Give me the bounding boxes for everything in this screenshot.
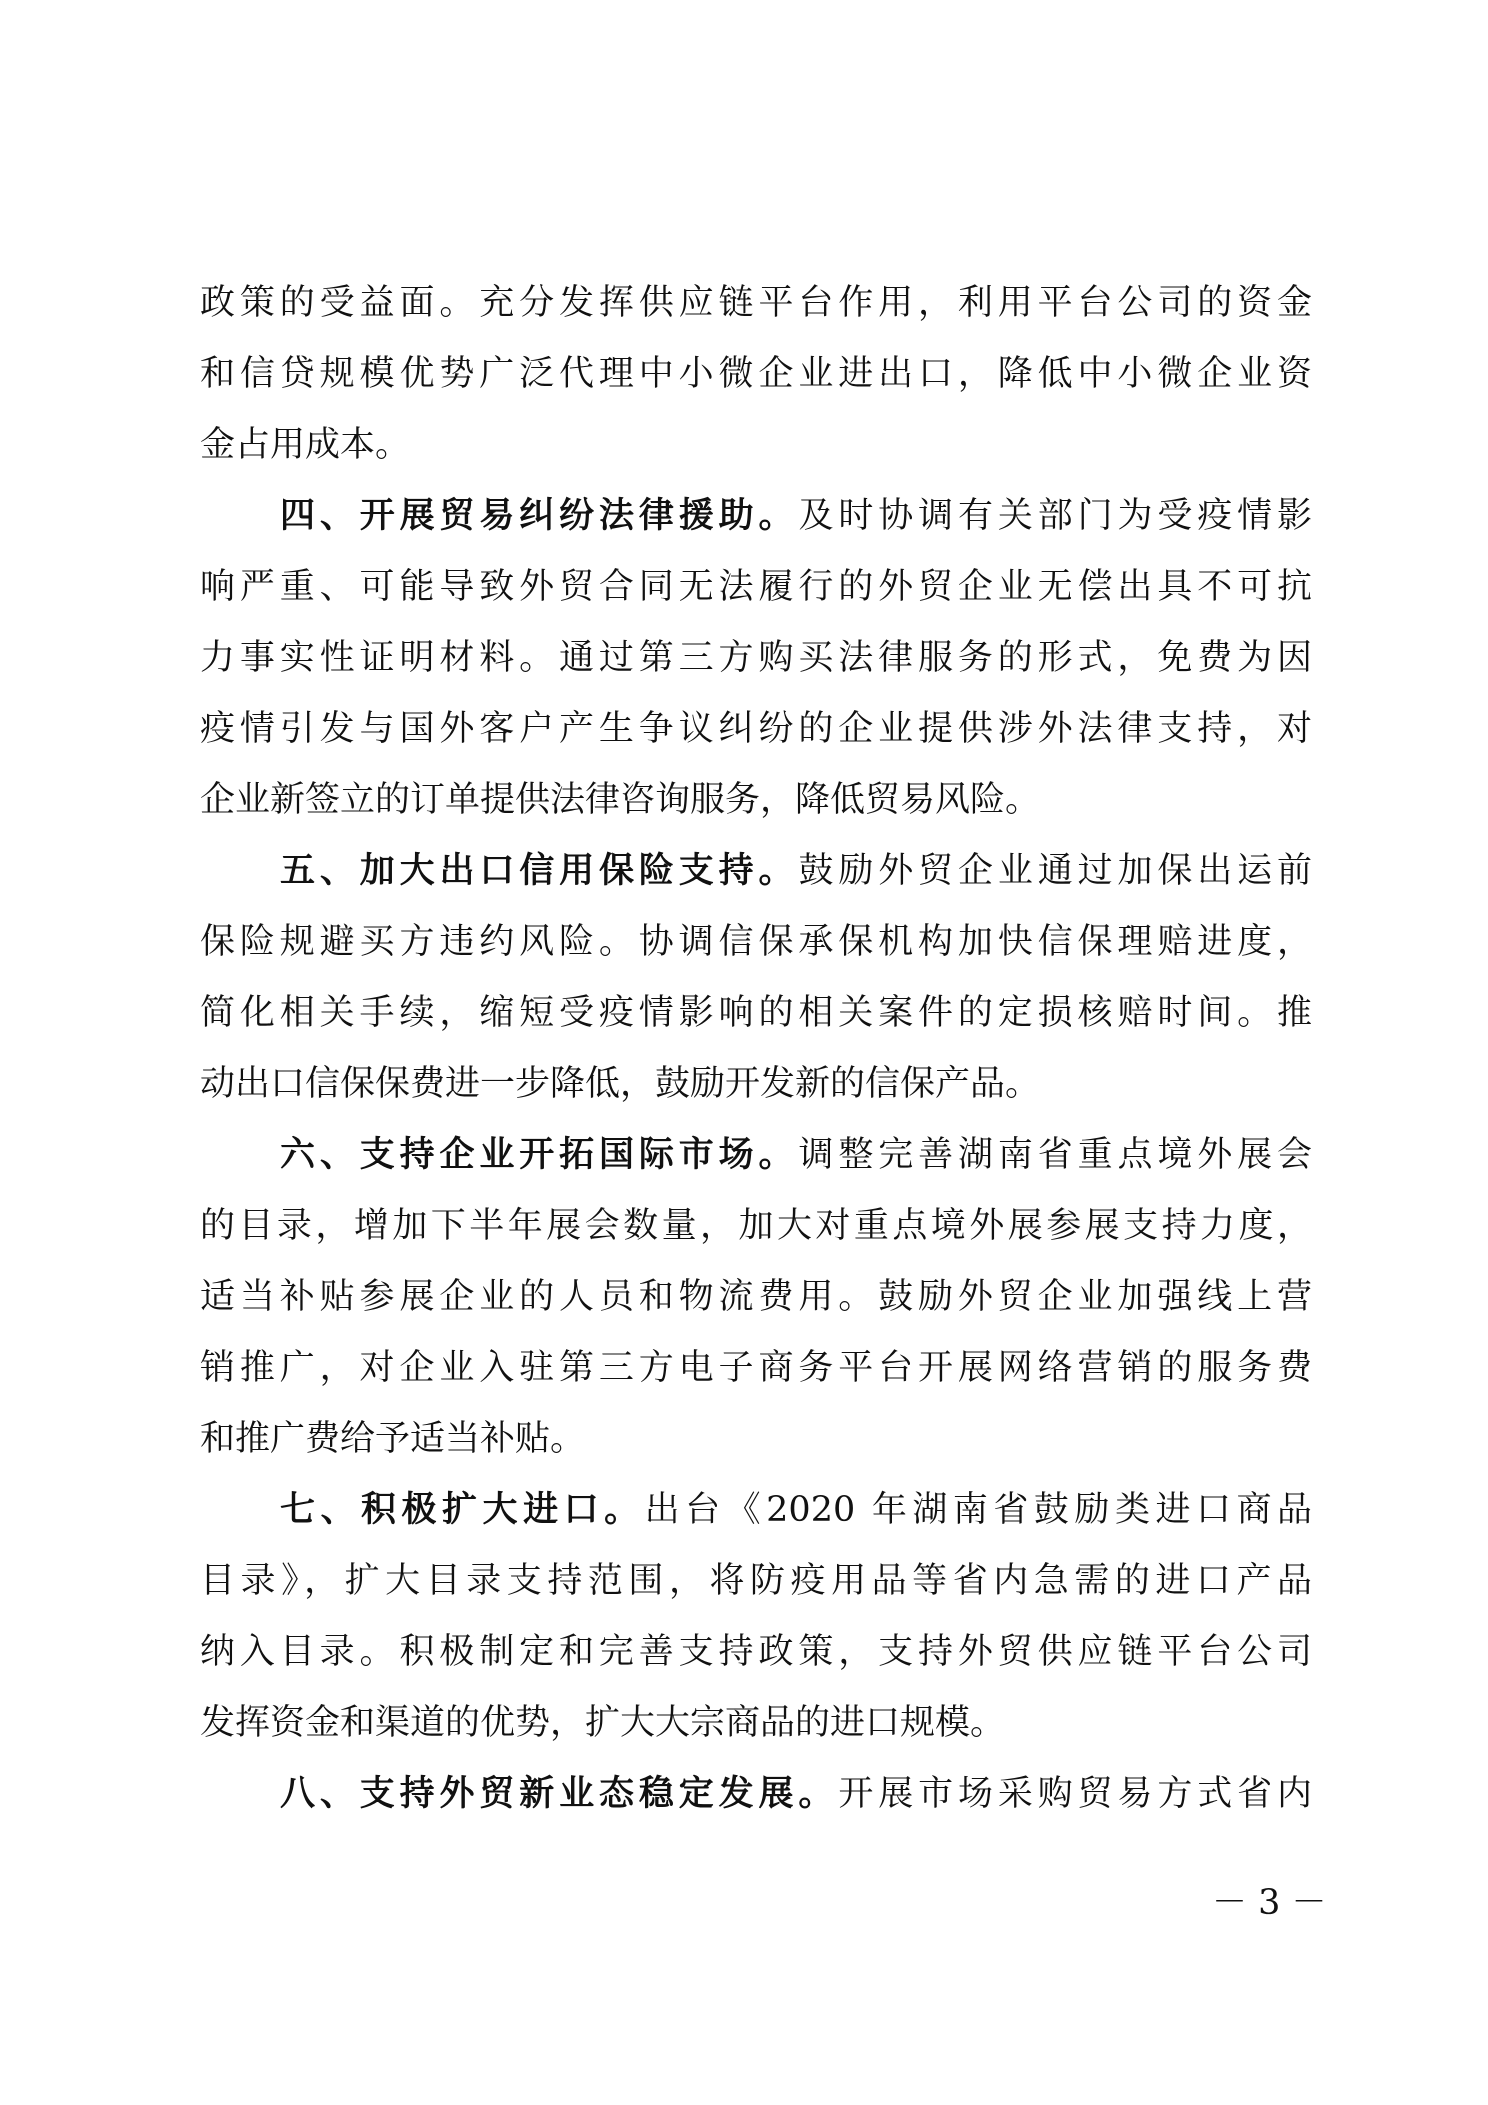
- text-line: 政策的受益面。充分发挥供应链平台作用，利用平台公司的资金: [200, 283, 1312, 323]
- text-line: 和信贷规模优势广泛代理中小微企业进出口，降低中小微企业资: [200, 354, 1312, 394]
- paragraph-4: [200, 481, 1312, 836]
- text-line: 简化相关手续，缩短受疫情影响的相关案件的定损核赔时间。推: [200, 993, 1312, 1033]
- paragraph-text: 出台《2020 年湖南省鼓励类进口商品: [644, 1490, 1312, 1530]
- text-line: [200, 1759, 1312, 1830]
- text-line: 力事实性证明材料。通过第三方购买法律服务的形式，免费为因: [200, 638, 1312, 678]
- text-line: 疫情引发与国外客户产生争议纠纷的企业提供涉外法律支持，对: [200, 709, 1312, 749]
- text-line: 销推广，对企业入驻第三方电子商务平台开展网络营销的服务费: [200, 1348, 1312, 1388]
- text-line: [200, 836, 1312, 907]
- paragraph-intro: [200, 268, 1312, 481]
- text-line: 金占用成本。: [200, 425, 411, 465]
- text-line: 的目录，增加下半年展会数量，加大对重点境外展参展支持力度，: [200, 1206, 1312, 1246]
- section-heading: 六、支持企业开拓国际市场。: [280, 1135, 799, 1175]
- paragraph-8: [200, 1759, 1312, 1830]
- text-line: 发挥资金和渠道的优势，扩大大宗商品的进口规模。: [200, 1703, 1006, 1743]
- text-line: 保险规避买方违约风险。协调信保承保机构加快信保理赔进度，: [200, 922, 1312, 962]
- section-heading: 八、支持外贸新业态稳定发展。: [280, 1774, 839, 1814]
- paragraph-5: [200, 836, 1312, 1120]
- document-page: [200, 268, 1312, 1830]
- section-heading: 五、加大出口信用保险支持。: [280, 851, 799, 891]
- paragraph-text: 及时协调有关部门为受疫情影: [798, 496, 1312, 536]
- paragraph-text: 鼓励外贸企业通过加保出运前: [798, 851, 1312, 891]
- paragraph-text: 开展市场采购贸易方式省内: [838, 1774, 1312, 1814]
- text-line: 企业新签立的订单提供法律咨询服务，降低贸易风险。: [200, 780, 1041, 820]
- section-heading: 七、积极扩大进口。: [280, 1490, 645, 1530]
- text-line: [200, 1120, 1312, 1191]
- text-line: 纳入目录。积极制定和完善支持政策，支持外贸供应链平台公司: [200, 1632, 1312, 1672]
- paragraph-7: [200, 1475, 1312, 1759]
- paragraph-text: 调整完善湖南省重点境外展会: [798, 1135, 1312, 1175]
- text-line: [200, 1475, 1312, 1546]
- text-line: 动出口信保保费进一步降低，鼓励开发新的信保产品。: [200, 1064, 1041, 1104]
- page-number: － 3 －: [1212, 1883, 1327, 1923]
- paragraph-6: [200, 1120, 1312, 1475]
- text-line: [200, 481, 1312, 552]
- text-line: 适当补贴参展企业的人员和物流费用。鼓励外贸企业加强线上营: [200, 1277, 1312, 1317]
- text-line: 目录》，扩大目录支持范围，将防疫用品等省内急需的进口产品: [200, 1561, 1312, 1601]
- section-heading: 四、开展贸易纠纷法律援助。: [280, 496, 799, 536]
- text-line: 和推广费给予适当补贴。: [200, 1419, 586, 1459]
- text-line: 响严重、可能导致外贸合同无法履行的外贸企业无偿出具不可抗: [200, 567, 1312, 607]
